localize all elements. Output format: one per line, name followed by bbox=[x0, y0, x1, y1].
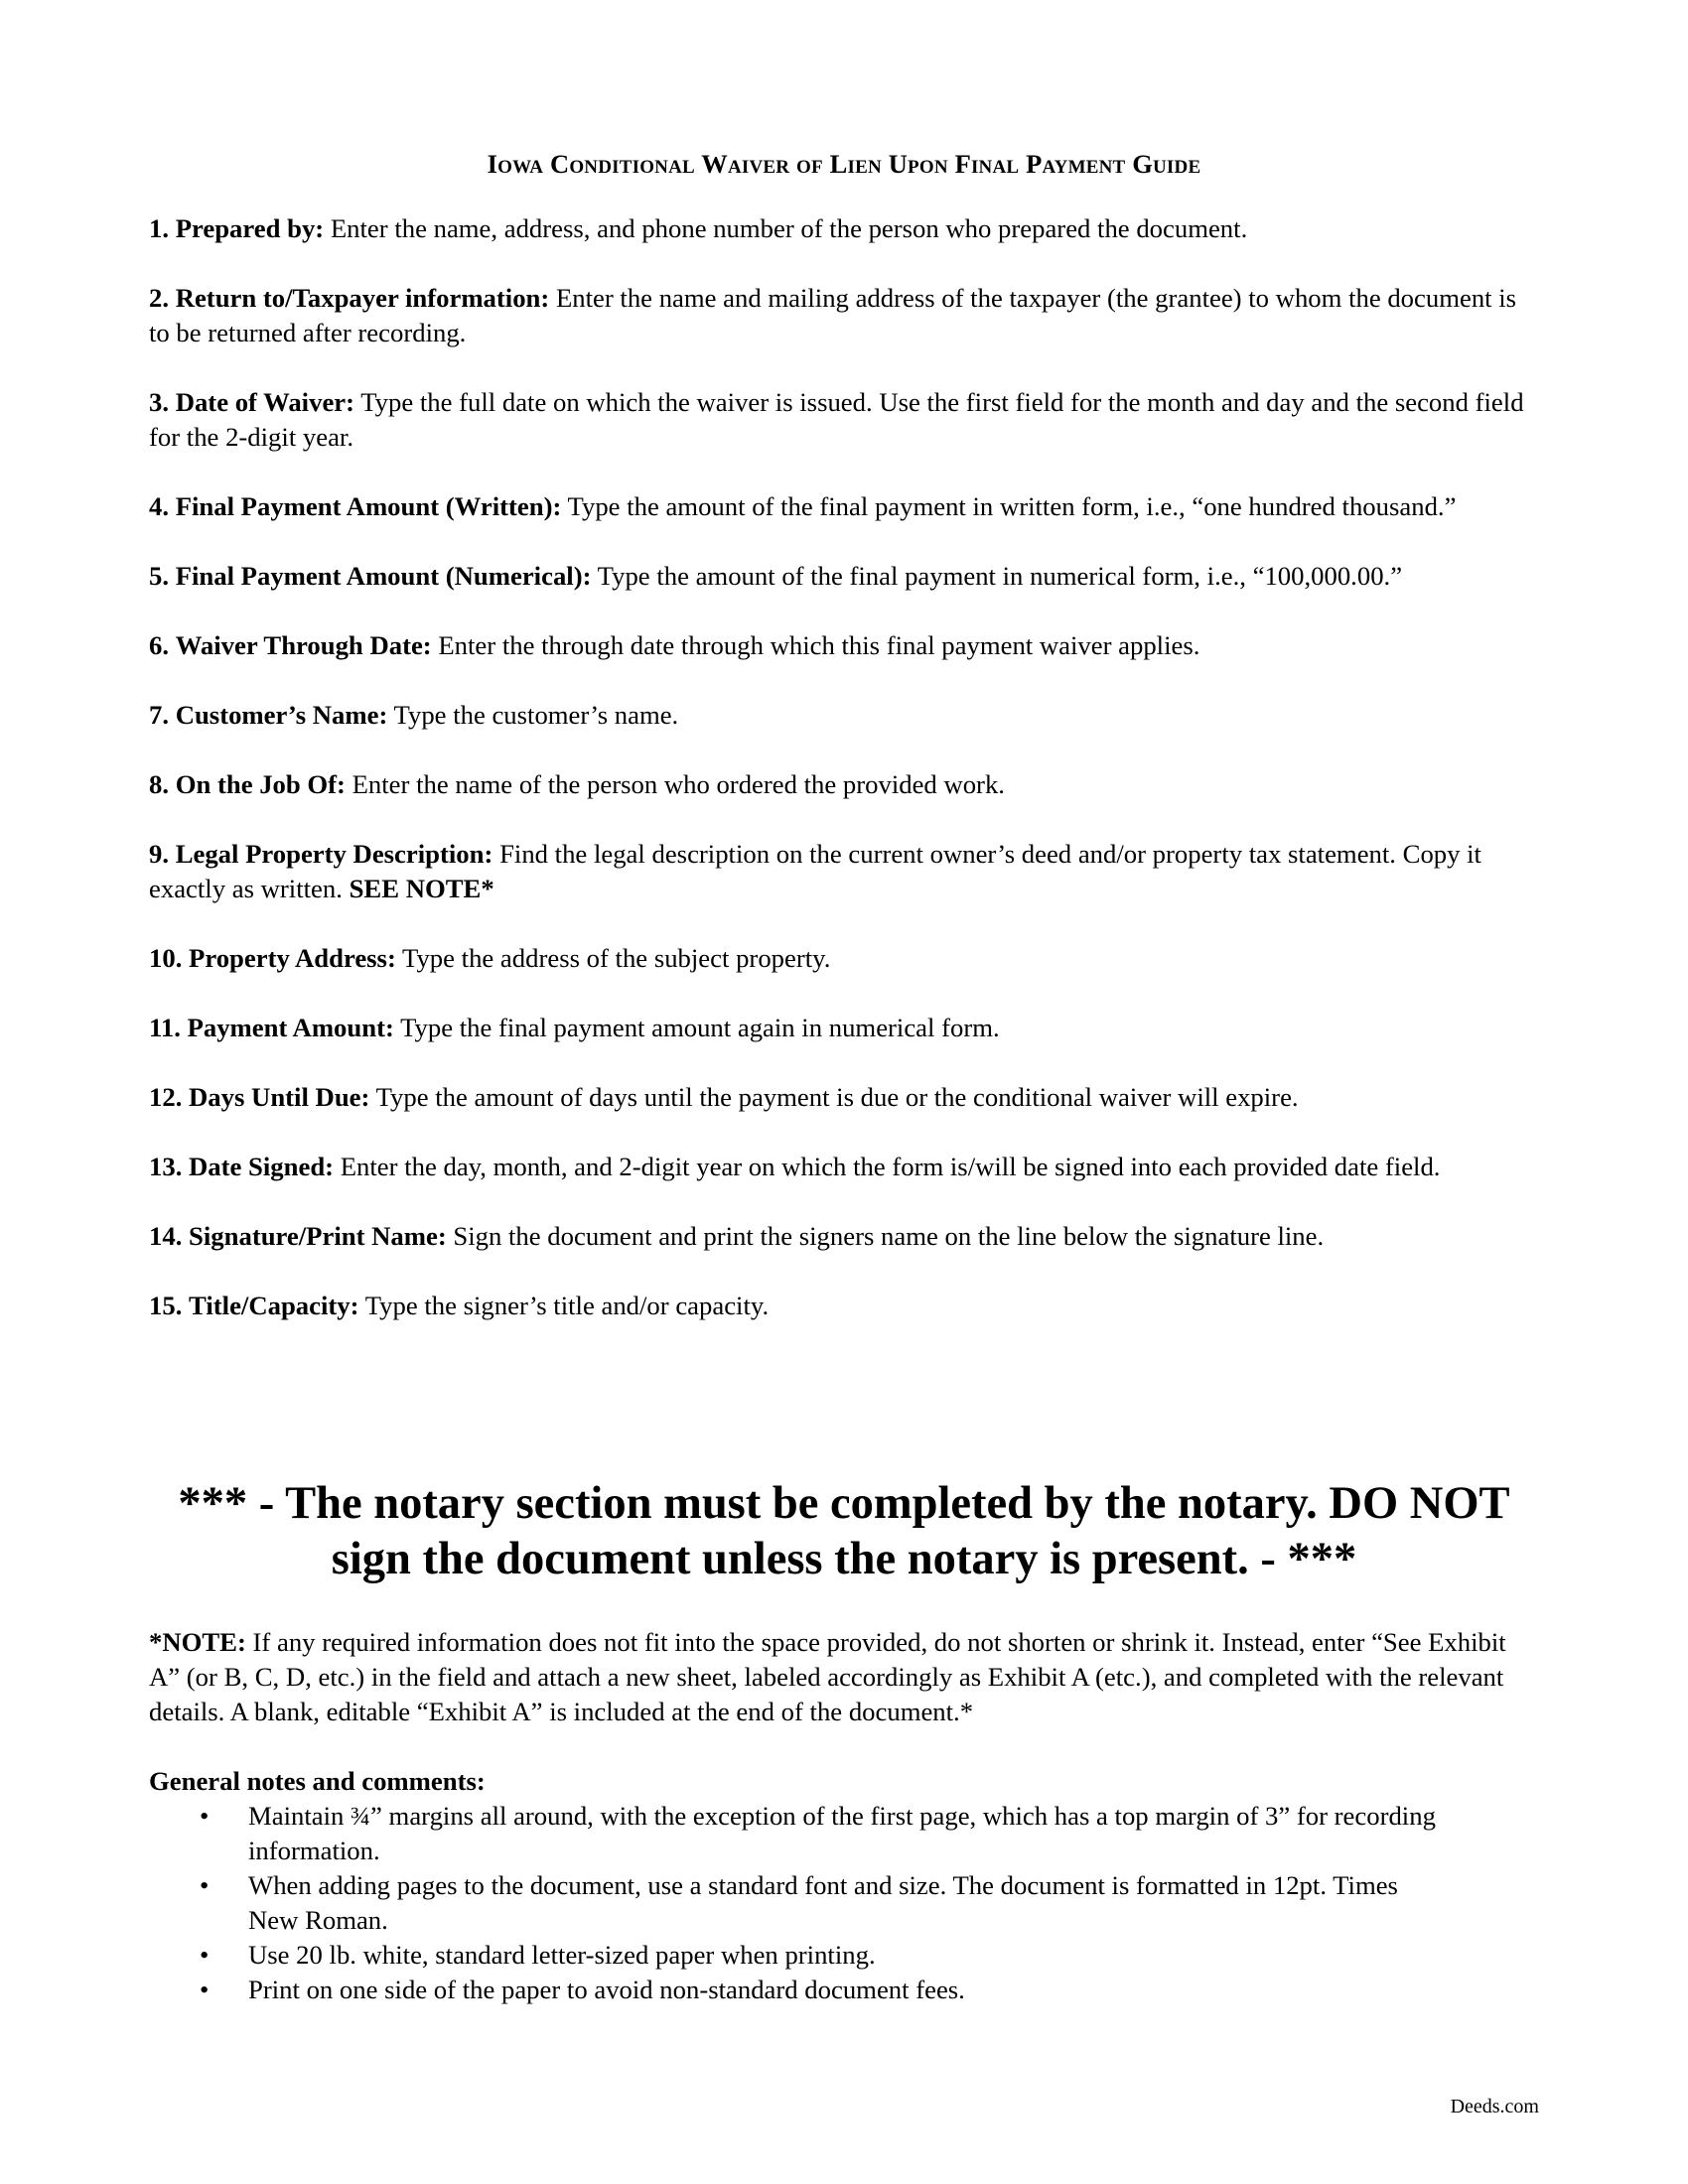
item-text: Type the amount of the final payment in written form, i.e., “one hundred thousand.” bbox=[561, 491, 1457, 521]
instruction-list bbox=[149, 211, 1539, 1358]
item-number: 15. bbox=[149, 1291, 183, 1320]
item-label: Date of Waiver: bbox=[175, 387, 355, 417]
instruction-item-3 bbox=[149, 385, 1534, 455]
item-number: 6. bbox=[149, 630, 170, 660]
item-text: Type the address of the subject property. bbox=[395, 943, 831, 973]
general-note-text: When adding pages to the document, use a standard font and size. The document is formatted in 12pt. Times New Roman. bbox=[248, 1870, 1398, 1935]
item-label: Date Signed: bbox=[189, 1152, 335, 1181]
instruction-item-12 bbox=[149, 1080, 1534, 1115]
item-number: 1. bbox=[149, 213, 170, 243]
general-note-item bbox=[149, 1938, 1440, 1973]
instruction-item-11 bbox=[149, 1011, 1534, 1045]
item-label: Days Until Due: bbox=[189, 1082, 370, 1112]
item-label: Final Payment Amount (Written): bbox=[175, 491, 562, 521]
item-text: Sign the document and print the signers name on the line below the signature line. bbox=[446, 1221, 1325, 1251]
item-label: Return to/Taxpayer information: bbox=[175, 283, 550, 313]
item-text: Enter the day, month, and 2-digit year on which the form is/will be signed into each provided date field. bbox=[334, 1152, 1441, 1181]
general-note-text: Use 20 lb. white, standard letter-sized paper when printing. bbox=[248, 1940, 876, 1970]
item-label: Waiver Through Date: bbox=[175, 630, 432, 660]
general-note-text: Maintain ¾” margins all around, with the exception of the first page, which has a top margin of 3” for recording information. bbox=[248, 1801, 1436, 1865]
item-number: 8. bbox=[149, 769, 170, 799]
general-note-item bbox=[149, 1799, 1440, 1868]
exhibit-note bbox=[149, 1625, 1539, 1729]
item-label: On the Job Of: bbox=[175, 769, 346, 799]
item-number: 10. bbox=[149, 943, 183, 973]
item-text: Type the amount of days until the payment is due or the conditional waiver will expire. bbox=[369, 1082, 1299, 1112]
instruction-item-6 bbox=[149, 628, 1534, 663]
item-number: 3. bbox=[149, 387, 170, 417]
item-text: Type the signer’s title and/or capacity. bbox=[358, 1291, 770, 1320]
item-text: Enter the through date through which this final payment waiver applies. bbox=[431, 630, 1200, 660]
bullet-icon: • bbox=[200, 1801, 210, 1831]
item-text: Type the final payment amount again in numerical form. bbox=[393, 1013, 1000, 1042]
see-note-reference: SEE NOTE* bbox=[349, 874, 494, 903]
instruction-item-7 bbox=[149, 698, 1534, 733]
instruction-item-14 bbox=[149, 1219, 1534, 1254]
item-number: 14. bbox=[149, 1221, 183, 1251]
bullet-icon: • bbox=[200, 1940, 210, 1970]
footer-brand: Deeds.com bbox=[1450, 2096, 1539, 2117]
item-number: 7. bbox=[149, 700, 170, 730]
item-text: Enter the name and mailing address of the taxpayer (the grantee) to whom the document is to be returned after recording. bbox=[149, 283, 1517, 347]
item-number: 11. bbox=[149, 1013, 181, 1042]
item-label: Customer’s Name: bbox=[175, 700, 388, 730]
note-text: If any required information does not fit into the space provided, do not shorten or shrink it. Instead, enter “See Exhibit A” (or B, C, D, etc.) in the field and attach a new sheet, labeled accordingly as Exhibit A (etc.), and completed with the relevant details. A blank, editable “Exhibit A” is included at the end of the document.* bbox=[149, 1627, 1506, 1726]
item-text: Type the amount of the final payment in numerical form, i.e., “100,000.00.” bbox=[591, 561, 1403, 591]
item-text: Enter the name of the person who ordered the provided work. bbox=[345, 769, 1005, 799]
instruction-item-13 bbox=[149, 1150, 1534, 1184]
item-label: Payment Amount: bbox=[187, 1013, 394, 1042]
instruction-item-2 bbox=[149, 281, 1534, 350]
general-notes-heading: General notes and comments: bbox=[149, 1766, 486, 1796]
item-number: 5. bbox=[149, 561, 170, 591]
item-number: 2. bbox=[149, 283, 170, 313]
instruction-item-10 bbox=[149, 941, 1534, 976]
instruction-item-5 bbox=[149, 559, 1534, 594]
item-label: Final Payment Amount (Numerical): bbox=[175, 561, 592, 591]
general-note-item bbox=[149, 1868, 1440, 1938]
general-note-item bbox=[149, 1973, 1440, 2007]
item-text: Type the full date on which the waiver is issued. Use the first field for the month and day and the second field for the 2-digit year. bbox=[149, 387, 1524, 452]
item-label: Signature/Print Name: bbox=[189, 1221, 447, 1251]
instruction-item-15 bbox=[149, 1289, 1534, 1323]
instruction-item-9 bbox=[149, 837, 1534, 906]
instruction-item-4 bbox=[149, 489, 1534, 524]
item-text: Type the customer’s name. bbox=[387, 700, 679, 730]
item-label: Prepared by: bbox=[175, 213, 325, 243]
instruction-item-1 bbox=[149, 211, 1534, 246]
bullet-icon: • bbox=[200, 1870, 210, 1900]
item-text: Enter the name, address, and phone number of the person who prepared the document. bbox=[324, 213, 1248, 243]
item-number: 13. bbox=[149, 1152, 183, 1181]
general-note-text: Print on one side of the paper to avoid non-standard document fees. bbox=[248, 1975, 965, 2004]
general-notes-list bbox=[149, 1799, 1539, 2007]
item-label: Legal Property Description: bbox=[175, 839, 493, 869]
bullet-icon: • bbox=[200, 1975, 210, 2004]
instruction-item-8 bbox=[149, 767, 1534, 802]
note-label: *NOTE: bbox=[149, 1627, 246, 1657]
item-number: 9. bbox=[149, 839, 170, 869]
item-label: Title/Capacity: bbox=[189, 1291, 359, 1320]
item-number: 12. bbox=[149, 1082, 183, 1112]
item-label: Property Address: bbox=[189, 943, 396, 973]
item-text: Find the legal description on the current owner’s deed and/or property tax statement. Copy it exactly as written. bbox=[149, 839, 1481, 903]
notary-warning: *** - The notary section must be completed by the notary. DO NOT sign the document unless the notary is present. - *** bbox=[178, 1478, 1510, 1584]
item-number: 4. bbox=[149, 491, 170, 521]
document-title: Iowa Conditional Waiver of Lien Upon Final Payment Guide bbox=[487, 149, 1201, 179]
